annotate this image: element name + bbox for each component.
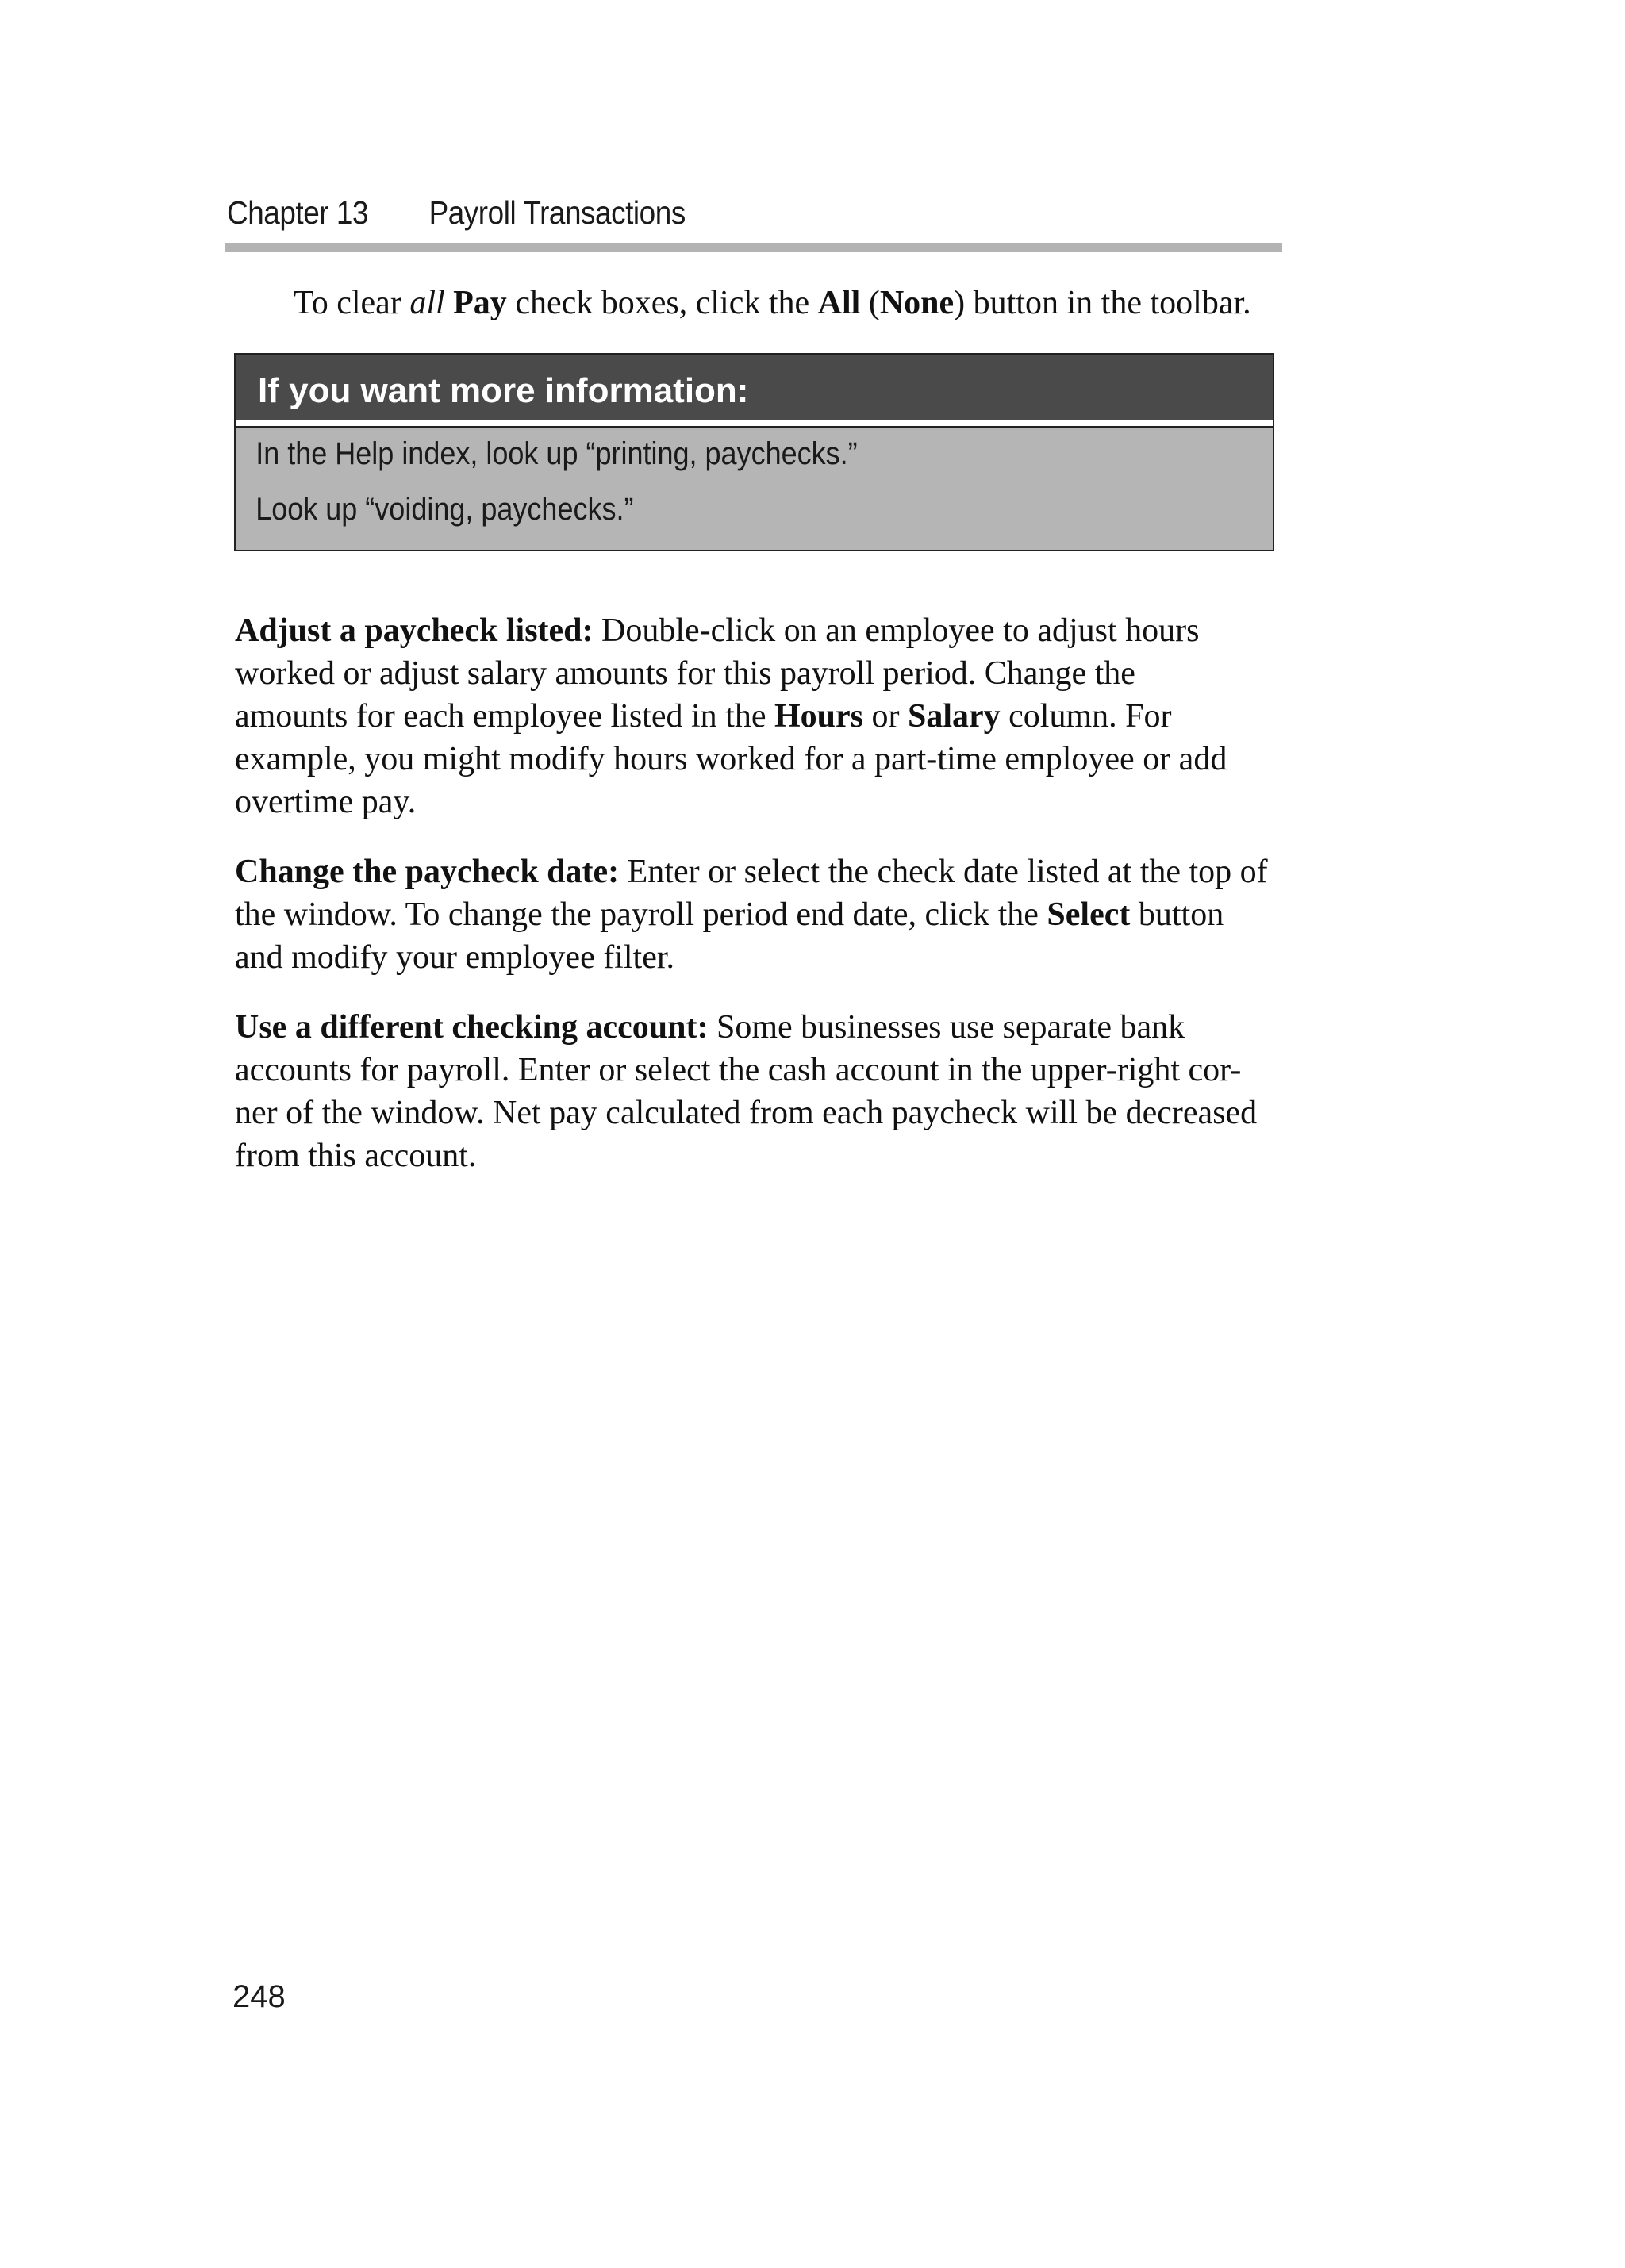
intro-pay-term: Pay bbox=[453, 285, 507, 321]
chapter-title: Payroll Transactions bbox=[428, 194, 686, 231]
paragraph-lead: Change the paycheck date: bbox=[235, 854, 620, 890]
page-number: 248 bbox=[232, 1979, 286, 2014]
intro-text: ) button in the toolbar. bbox=[954, 285, 1251, 321]
hours-term: Hours bbox=[774, 698, 863, 735]
paragraph-text: Some businesses use separate bank bbox=[708, 1009, 1185, 1046]
paragraph-text: the window. To change the payroll period end date, click the bbox=[235, 896, 1047, 933]
paragraph-text: accounts for payroll. Enter or select the cash account in the upper-right cor- bbox=[235, 1052, 1242, 1088]
paragraph-change-date bbox=[235, 850, 1282, 979]
intro-emphasis: all bbox=[409, 285, 445, 321]
paragraph-text: column. For bbox=[1000, 698, 1172, 735]
salary-term: Salary bbox=[907, 698, 1001, 735]
paragraph-text: from this account. bbox=[235, 1138, 477, 1174]
chapter-number: Chapter 13 bbox=[227, 194, 369, 231]
paragraph-text: overtime pay. bbox=[235, 784, 417, 820]
intro-none-term: None bbox=[879, 285, 955, 321]
intro-all-term: All bbox=[817, 285, 861, 321]
paragraph-text: Double-click on an employee to adjust hours bbox=[593, 612, 1200, 649]
paragraph-text: and modify your employee filter. bbox=[235, 939, 675, 976]
paragraph-checking-account bbox=[235, 1006, 1282, 1177]
paragraph-text: Enter or select the check date listed at the top of bbox=[619, 854, 1268, 890]
paragraph-text: ner of the window. Net pay calculated from each paycheck will be decreased bbox=[235, 1095, 1258, 1131]
intro-text: ( bbox=[860, 285, 880, 321]
paragraph-text: amounts for each employee listed in the bbox=[235, 698, 774, 735]
paragraph-text: or bbox=[862, 698, 908, 735]
header-rule bbox=[225, 243, 1282, 252]
info-box-line: Look up “voiding, paychecks.” bbox=[255, 492, 634, 527]
intro-text: To clear bbox=[294, 285, 410, 321]
select-term: Select bbox=[1047, 896, 1131, 933]
paragraph-lead: Use a different checking account: bbox=[235, 1009, 709, 1046]
running-head bbox=[227, 194, 686, 232]
paragraph-text: button bbox=[1130, 896, 1224, 933]
paragraph-adjust-paycheck bbox=[235, 609, 1282, 823]
paragraph-text: worked or adjust salary amounts for this payroll period. Change the bbox=[235, 655, 1135, 692]
paragraph-text: example, you might modify hours worked for a part-time employee or add bbox=[235, 741, 1227, 777]
intro-text: check boxes, click the bbox=[506, 285, 818, 321]
intro-paragraph bbox=[294, 282, 1251, 324]
info-box bbox=[234, 353, 1274, 551]
paragraph-lead: Adjust a paycheck listed: bbox=[235, 612, 594, 649]
info-box-line: In the Help index, look up “printing, paychecks.” bbox=[255, 436, 858, 471]
info-box-heading: If you want more information: bbox=[236, 355, 1273, 428]
